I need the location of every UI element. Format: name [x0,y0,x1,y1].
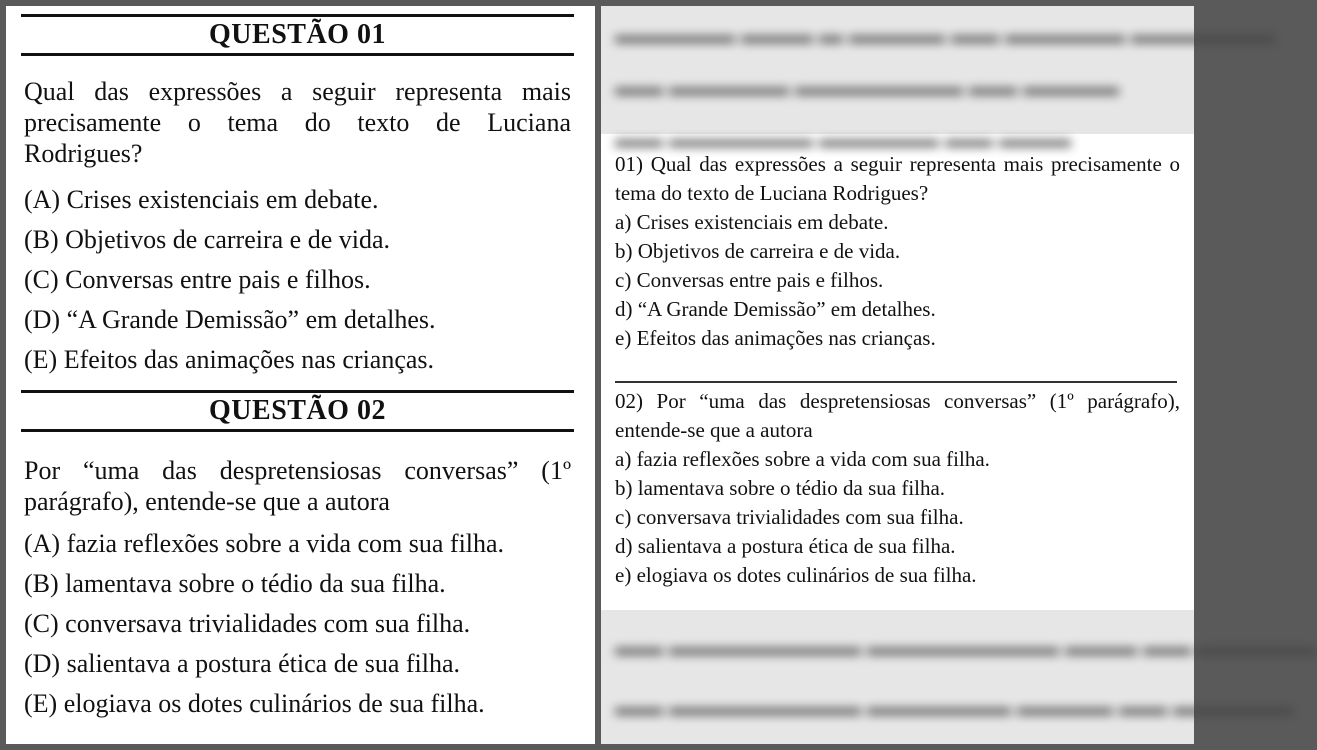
option-c: (C) conversava trivialidades com sua filha. [24,609,471,638]
question-01-heading: QUESTÃO 01 [21,14,574,56]
option-d: d) “A Grande Demissão” em detalhes. [615,297,936,321]
option-c: (C) Conversas entre pais e filhos. [24,265,371,294]
option-b: b) Objetivos de carreira e de vida. [615,239,901,263]
question-02-options [24,524,584,724]
question-02-stem: 02) Por “uma das despretensiosas conversas” (1º parágrafo), entende-se que a autora [615,389,1180,442]
option-b: (B) lamentava sobre o tédio da sua filha. [24,569,446,598]
question-01-stem: Qual das expressões a seguir representa mais precisamente o tema do texto de Luciana Rodrigues? [24,77,571,168]
blurred-text-top: ▬▬▬▬▬ ▬▬▬ ▬ ▬▬▬▬ ▬▬ ▬▬▬▬▬ ▬▬▬▬▬▬ ▬▬ ▬▬▬▬▬ ▬▬▬▬▬▬▬ ▬▬ ▬▬▬▬ ▬▬ ▬▬▬▬▬▬ ▬▬▬▬▬ ▬▬ ▬▬▬ [601,6,1194,134]
left-exam-panel [6,6,595,744]
question-01-options [615,208,1180,353]
option-e: (E) elogiava os dotes culinários de sua filha. [24,689,485,718]
question-01-options [24,180,584,380]
option-c: c) conversava trivialidades com sua filha. [615,505,964,529]
option-b: b) lamentava sobre o tédio da sua filha. [615,476,946,500]
question-01-stem: 01) Qual das expressões a seguir representa mais precisamente o tema do texto de Luciana Rodrigues? [615,152,1180,205]
blurred-text-bottom: ▬▬ ▬▬▬▬▬▬▬▬ ▬▬▬▬▬▬▬▬ ▬▬▬ ▬▬ ▬▬▬▬▬ ▬▬ ▬▬▬▬▬▬▬▬ ▬▬▬▬▬▬ ▬▬▬▬ ▬▬ ▬▬▬▬▬ [601,610,1194,744]
option-a: a) Crises existenciais em debate. [615,210,889,234]
question-02-stem: Por “uma das despretensiosas conversas” (1º parágrafo), entende-se que a autora [24,456,571,516]
option-a: a) fazia reflexões sobre a vida com sua filha. [615,447,990,471]
question-02-heading: QUESTÃO 02 [21,390,574,432]
question-01-block [615,150,1180,353]
option-d: d) salientava a postura ética de sua filha. [615,534,956,558]
question-02-options [615,445,1180,590]
option-c: c) Conversas entre pais e filhos. [615,268,884,292]
right-exam-panel [601,6,1317,744]
option-d: (D) “A Grande Demissão” em detalhes. [24,305,436,334]
option-a: (A) Crises existenciais em debate. [24,185,379,214]
option-e: (E) Efeitos das animações nas crianças. [24,345,435,374]
option-b: (B) Objetivos de carreira e de vida. [24,225,391,254]
option-e: e) elogiava os dotes culinários de sua filha. [615,563,977,587]
question-02-block [615,387,1180,590]
option-d: (D) salientava a postura ética de sua filha. [24,649,461,678]
option-a: (A) fazia reflexões sobre a vida com sua filha. [24,529,505,558]
question-divider [615,381,1177,383]
option-e: e) Efeitos das animações nas crianças. [615,326,936,350]
